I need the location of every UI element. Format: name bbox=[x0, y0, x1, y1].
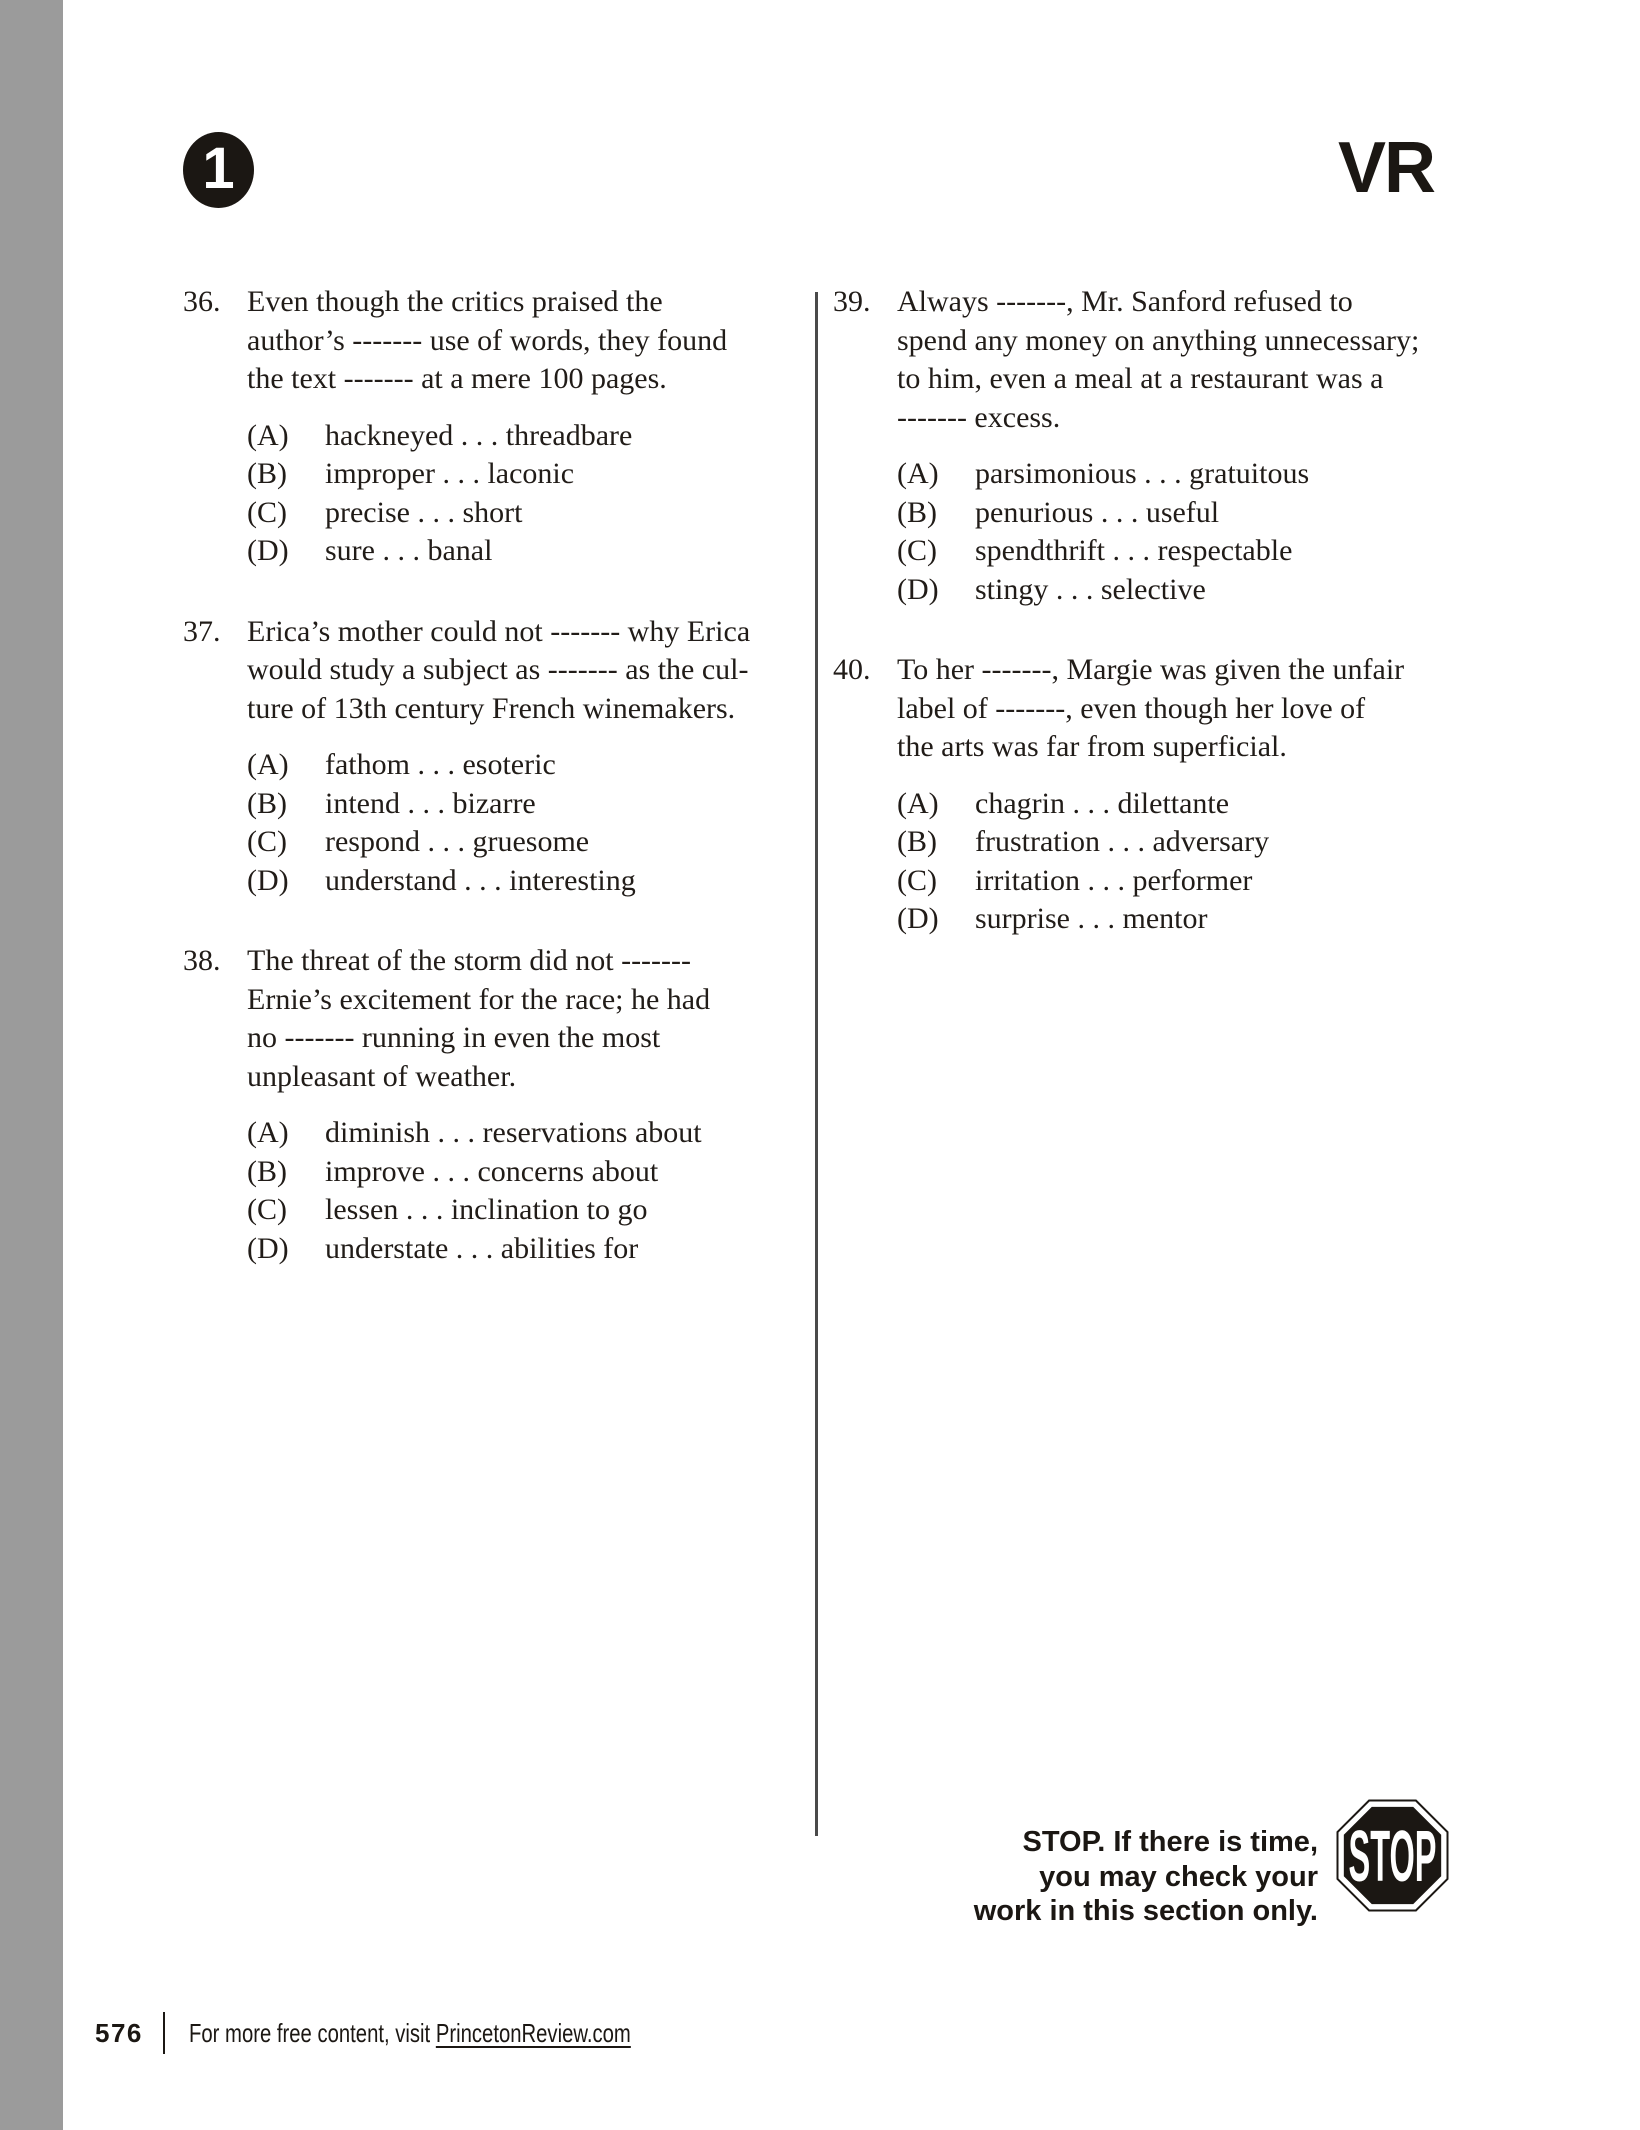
choice-letter: (C) bbox=[897, 534, 937, 567]
choice-letter: (D) bbox=[247, 534, 289, 567]
choice-text: precise . . . short bbox=[325, 495, 523, 529]
question-stem: Erica’s mother could not ------- why Erica would study a subject as ------- as the cul- ture of 13th century French winemakers. bbox=[247, 614, 751, 725]
answer-choice-c bbox=[247, 494, 813, 533]
answer-choice-a bbox=[897, 455, 1463, 494]
answer-choice-c bbox=[247, 1191, 813, 1230]
questions-column-left bbox=[183, 283, 813, 1310]
question-stem: The threat of the storm did not ------- Ernie’s excitement for the race; he had no ------- running in even the most unpleasant of weather. bbox=[247, 944, 711, 1093]
answer-choices bbox=[183, 746, 813, 900]
choice-text: irritation . . . performer bbox=[975, 863, 1253, 897]
question-stem: Even though the critics praised the author’s ------- use of words, they found the text ------- at a mere 100 pages. bbox=[247, 285, 728, 395]
footer-divider-bar bbox=[163, 2012, 165, 2054]
choice-text: lessen . . . inclination to go bbox=[325, 1193, 648, 1226]
answer-choices bbox=[833, 455, 1463, 609]
answer-choices bbox=[183, 417, 813, 571]
choice-letter: (A) bbox=[897, 457, 939, 490]
choice-letter: (C) bbox=[247, 495, 287, 529]
answer-choice-c bbox=[897, 532, 1463, 571]
question-37 bbox=[183, 613, 813, 901]
choice-letter: (A) bbox=[247, 748, 289, 781]
choice-letter: (A) bbox=[897, 786, 939, 820]
questions-column-right bbox=[833, 283, 1463, 981]
question-36 bbox=[183, 283, 813, 571]
stop-sign-icon bbox=[1336, 1799, 1449, 1912]
question-number: 38. bbox=[183, 944, 221, 977]
choice-letter: (C) bbox=[247, 825, 287, 858]
answer-choices bbox=[833, 785, 1463, 939]
answer-choice-a bbox=[247, 417, 813, 456]
page-footer bbox=[95, 2012, 755, 2054]
section-number-badge bbox=[183, 132, 254, 208]
footer-message bbox=[189, 2018, 631, 2049]
answer-choice-a bbox=[897, 785, 1463, 824]
choice-letter: (C) bbox=[897, 863, 937, 897]
section-code: VR bbox=[1338, 128, 1435, 208]
question-38 bbox=[183, 942, 813, 1268]
choice-letter: (C) bbox=[247, 1193, 287, 1226]
question-stem: To her -------, Margie was given the unfair label of -------, even though her love of the arts was far from superficial. bbox=[897, 653, 1405, 763]
answer-choice-d bbox=[247, 532, 813, 571]
answer-choice-c bbox=[247, 823, 813, 862]
question-stem: Always -------, Mr. Sanford refused to spend any money on anything unnecessary; to him, even a meal at a restaurant was a ------- excess. bbox=[897, 285, 1420, 434]
answer-choice-b bbox=[247, 1153, 813, 1192]
choice-letter: (B) bbox=[247, 1154, 287, 1188]
stop-sign-label: STOP bbox=[1348, 1817, 1437, 1897]
choice-letter: (B) bbox=[897, 495, 937, 529]
question-number: 40. bbox=[833, 653, 871, 686]
choice-text: diminish . . . reservations about bbox=[325, 1116, 702, 1149]
answer-choice-a bbox=[247, 1114, 813, 1153]
answer-choice-d bbox=[247, 862, 813, 901]
answer-choice-b bbox=[897, 494, 1463, 533]
choice-text: chagrin . . . dilettante bbox=[975, 786, 1230, 820]
choice-letter: (B) bbox=[247, 457, 287, 490]
answer-choice-d bbox=[247, 1230, 813, 1269]
choice-text: spendthrift . . . respectable bbox=[975, 534, 1293, 567]
choice-letter: (D) bbox=[247, 1231, 289, 1265]
choice-text: surprise . . . mentor bbox=[975, 902, 1208, 935]
footer-message-text: For more free content, visit bbox=[188, 2017, 436, 2048]
question-number: 37. bbox=[183, 614, 221, 648]
answer-choice-c bbox=[897, 862, 1463, 901]
question-40 bbox=[833, 651, 1463, 939]
answer-choices bbox=[183, 1114, 813, 1268]
question-39 bbox=[833, 283, 1463, 609]
choice-letter: (B) bbox=[897, 825, 937, 858]
choice-text: stingy . . . selective bbox=[975, 572, 1206, 606]
section-number: 1 bbox=[202, 136, 235, 201]
choice-text: improper . . . laconic bbox=[325, 457, 575, 490]
choice-letter: (B) bbox=[247, 786, 287, 820]
choice-text: understand . . . interesting bbox=[325, 863, 636, 897]
choice-text: respond . . . gruesome bbox=[325, 825, 590, 858]
choice-text: sure . . . banal bbox=[325, 534, 493, 567]
choice-text: fathom . . . esoteric bbox=[325, 748, 556, 781]
choice-text: understate . . . abilities for bbox=[325, 1231, 639, 1265]
choice-text: frustration . . . adversary bbox=[975, 825, 1270, 858]
choice-letter: (D) bbox=[897, 902, 939, 935]
choice-letter: (A) bbox=[247, 1116, 289, 1149]
choice-text: parsimonious . . . gratuitous bbox=[975, 457, 1310, 490]
answer-choice-d bbox=[897, 900, 1463, 939]
answer-choice-a bbox=[247, 746, 813, 785]
choice-text: penurious . . . useful bbox=[975, 495, 1220, 529]
choice-text: hackneyed . . . threadbare bbox=[325, 418, 633, 452]
page-number: 576 bbox=[95, 2017, 143, 2048]
choice-letter: (D) bbox=[247, 863, 289, 897]
answer-choice-b bbox=[897, 823, 1463, 862]
answer-choice-b bbox=[247, 785, 813, 824]
stop-instruction-text: STOP. If there is time, you may check your work in this section only. bbox=[973, 1826, 1318, 1927]
answer-choice-b bbox=[247, 455, 813, 494]
question-number: 36. bbox=[183, 285, 221, 318]
footer-link[interactable]: PrincetonReview.com bbox=[435, 2017, 631, 2048]
answer-choice-d bbox=[897, 571, 1463, 610]
question-number: 39. bbox=[833, 285, 871, 318]
column-divider bbox=[815, 292, 818, 1836]
choice-text: intend . . . bizarre bbox=[325, 786, 536, 820]
choice-text: improve . . . concerns about bbox=[325, 1154, 659, 1188]
choice-letter: (A) bbox=[247, 418, 289, 452]
page-edge-strip bbox=[0, 0, 63, 2130]
choice-letter: (D) bbox=[897, 572, 939, 606]
